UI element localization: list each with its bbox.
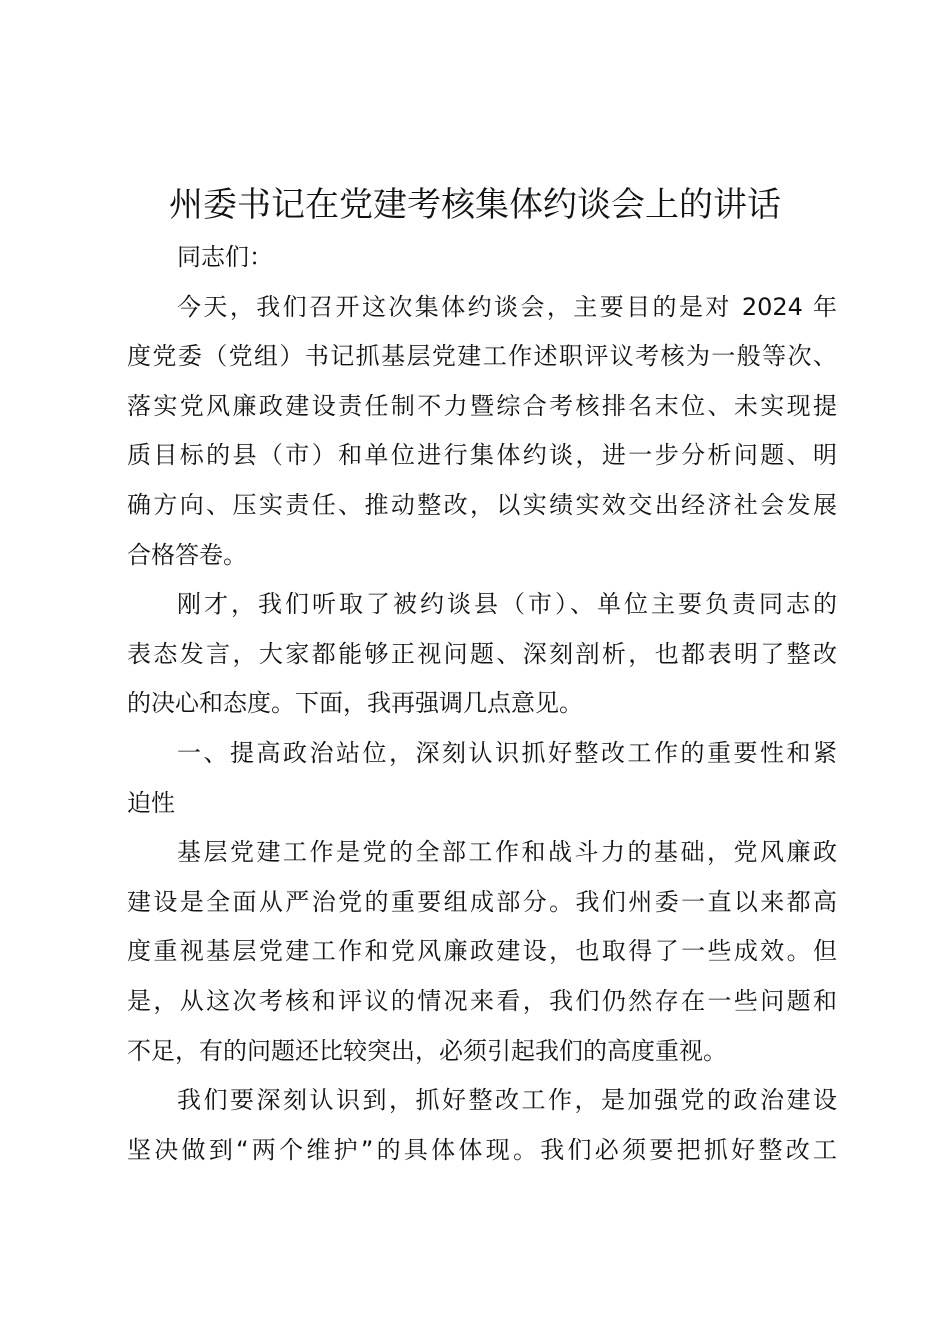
document-body xyxy=(127,233,837,1175)
paragraph-line: 刚才，我们听取了被约谈县（市）、单位主要负责同志的 xyxy=(177,590,837,619)
paragraph-line: 不足，有的问题还比较突出，必须引起我们的高度重视。 xyxy=(127,1036,727,1065)
paragraph-line: 表态发言，大家都能够正视问题、深刻剖析，也都表明了整改 xyxy=(127,639,837,668)
paragraph-line: 度党委（党组）书记抓基层党建工作述职评议考核为一般等次、 xyxy=(127,342,837,371)
document-title: 州委书记在党建考核集体约谈会上的讲话 xyxy=(169,185,781,225)
paragraph-line: 坚决做到“两个维护”的具体体现。我们必须要把抓好整改工 xyxy=(127,1135,837,1164)
paragraph-line: 一、提高政治站位，深刻认识抓好整改工作的重要性和紧 xyxy=(177,738,837,767)
paragraph-line: 确方向、压实责任、推动整改，以实绩实效交出经济社会发展 xyxy=(127,490,837,519)
paragraph-line: 我们要深刻认识到，抓好整改工作，是加强党的政治建设 xyxy=(177,1086,837,1115)
paragraph-line: 质目标的县（市）和单位进行集体约谈，进一步分析问题、明 xyxy=(127,441,837,470)
paragraph-line: 迫性 xyxy=(127,788,175,817)
paragraph-line: 合格答卷。 xyxy=(127,540,247,569)
paragraph-line: 建设是全面从严治党的重要组成部分。我们州委一直以来都高 xyxy=(127,887,837,916)
paragraph-line: 度重视基层党建工作和党风廉政建设，也取得了一些成效。但 xyxy=(127,937,837,966)
paragraph-line: 基层党建工作是党的全部工作和战斗力的基础，党风廉政 xyxy=(177,838,837,867)
paragraph-line: 的决心和态度。下面，我再强调几点意见。 xyxy=(127,689,583,718)
paragraph-line: 落实党风廉政建设责任制不力暨综合考核排名末位、未实现提 xyxy=(127,391,837,420)
paragraph-line: 同志们： xyxy=(177,243,273,271)
paragraph-line: 今天，我们召开这次集体约谈会，主要目的是对 2024 年 xyxy=(177,292,837,321)
paragraph-line: 是，从这次考核和评议的情况来看，我们仍然存在一些问题和 xyxy=(127,986,837,1015)
